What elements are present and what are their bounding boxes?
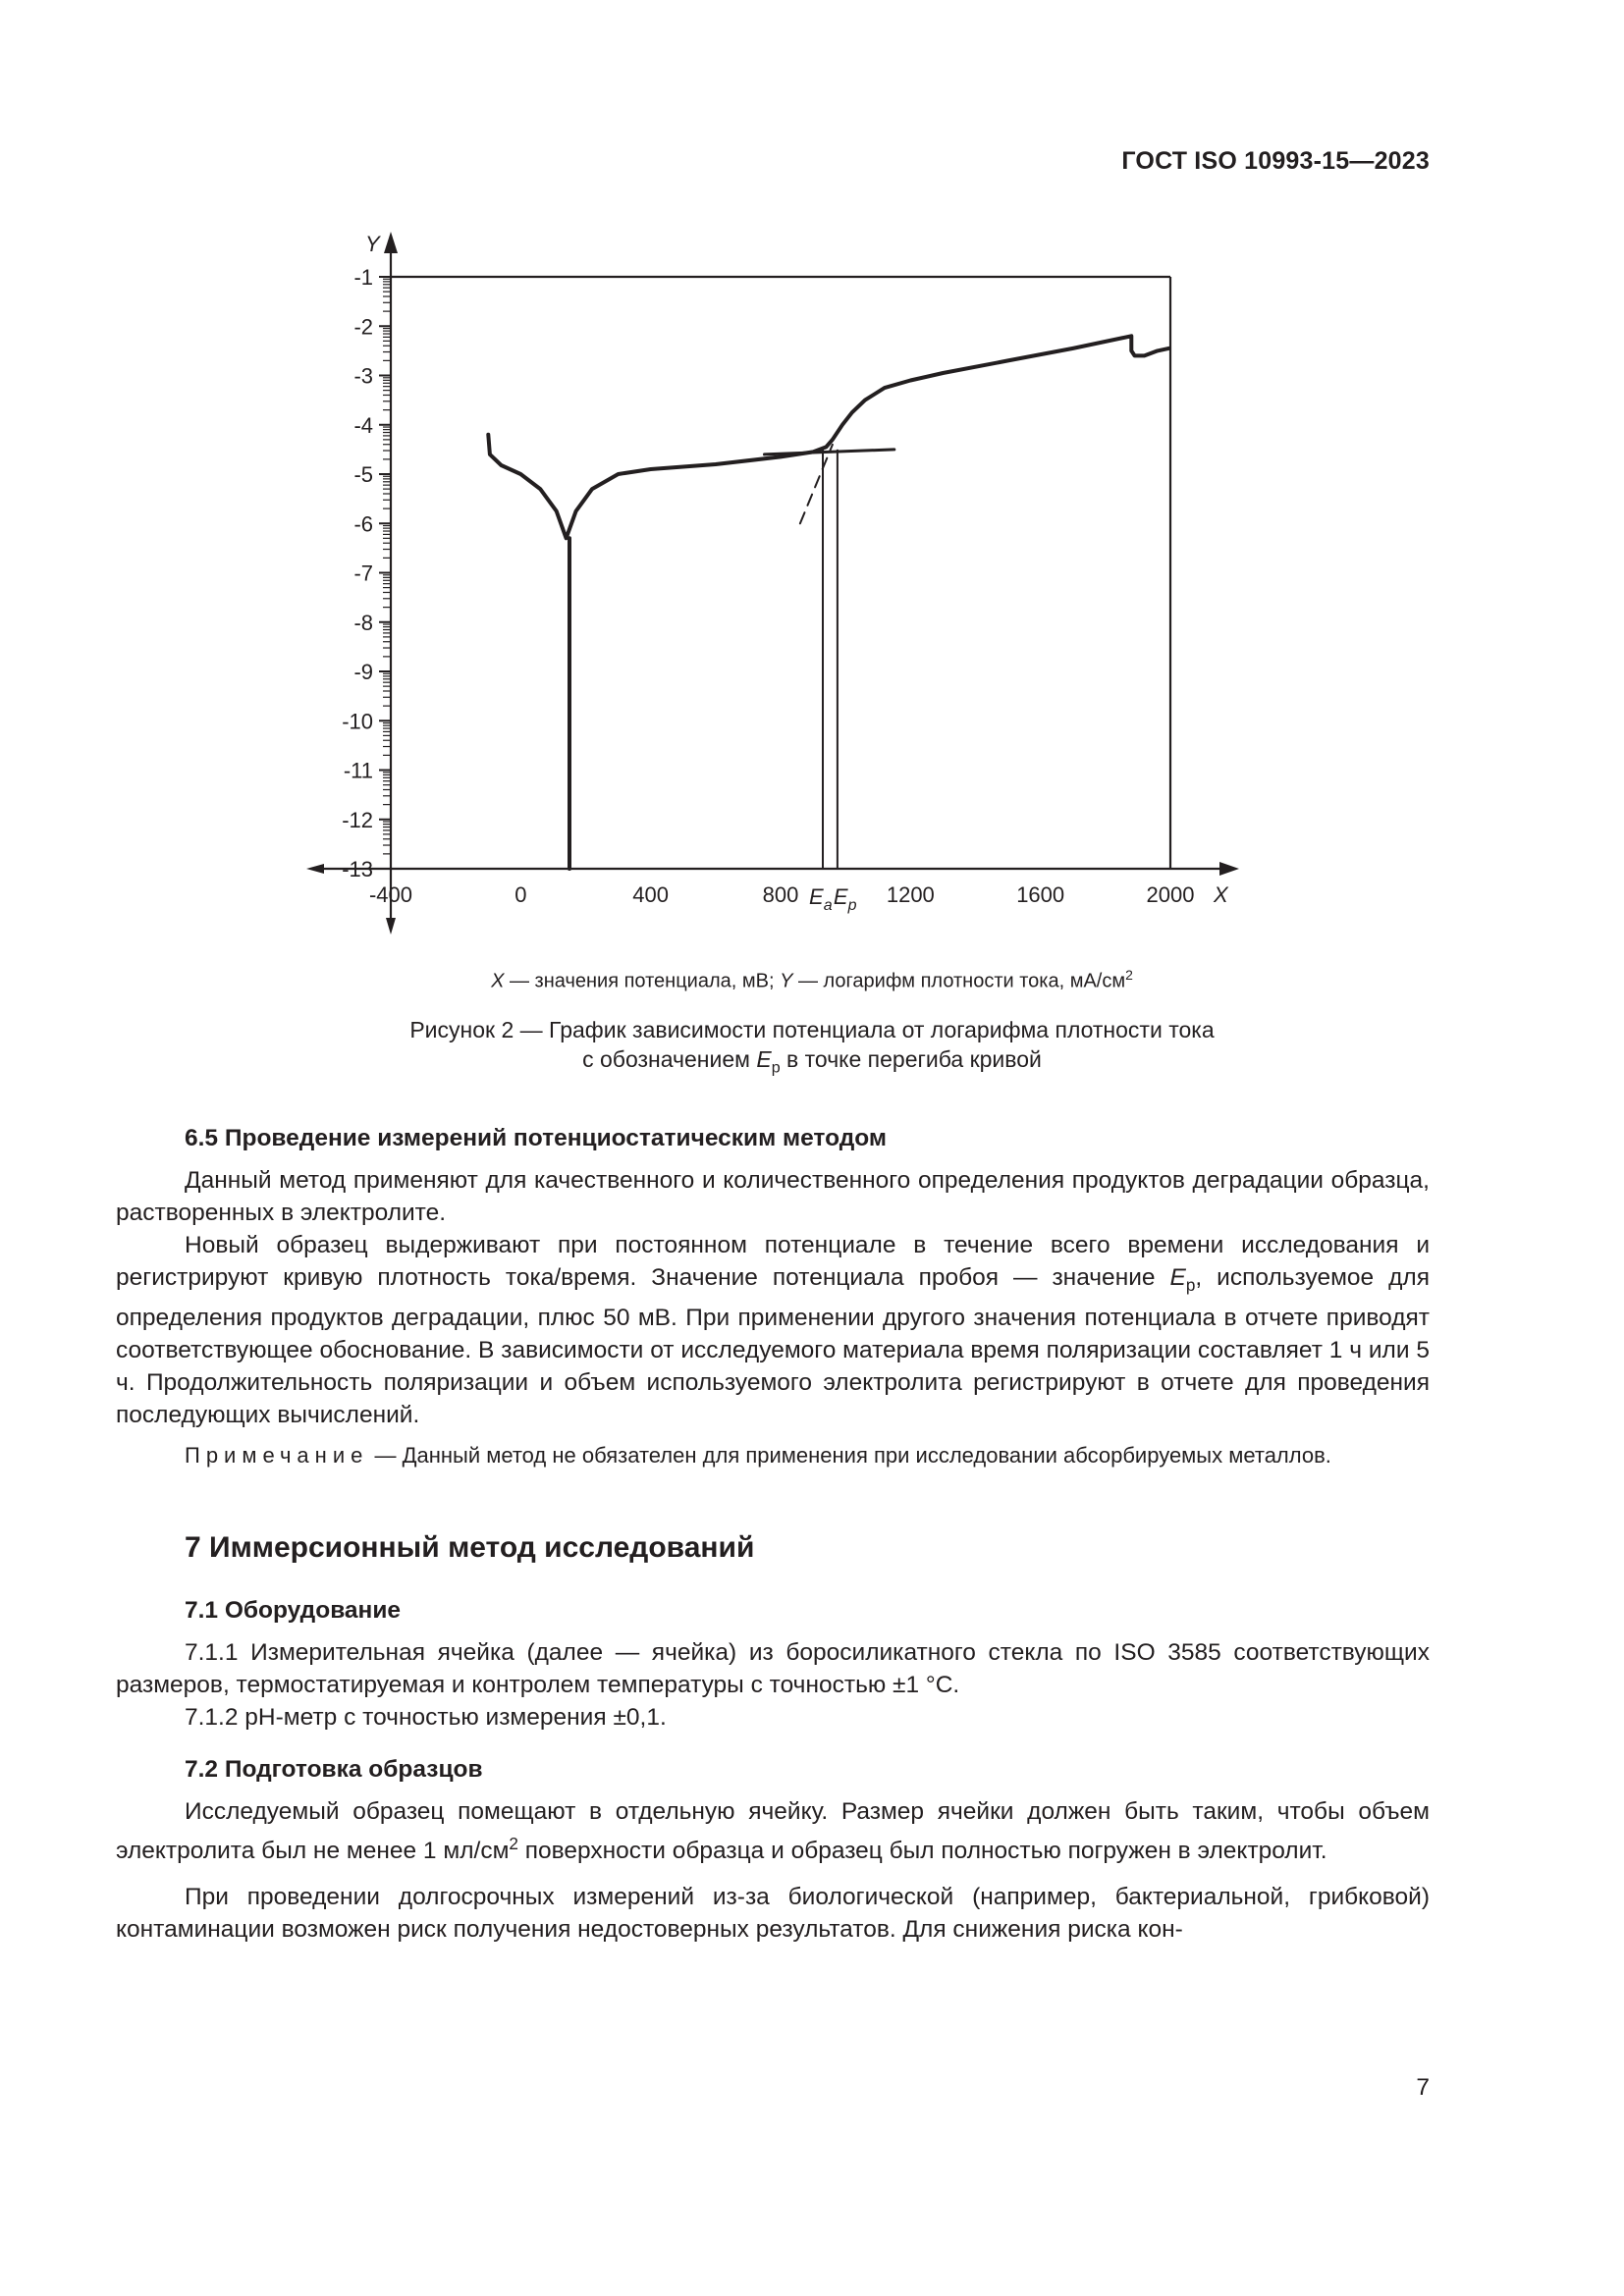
figure-title-line2-pre: с обозначением [582, 1046, 757, 1072]
section-7-heading: 7 Иммерсионный метод исследований [185, 1530, 755, 1564]
legend-y-symbol: Y [780, 970, 793, 992]
marker-sub-ea: a [823, 897, 833, 914]
y-axis-title: Y [365, 232, 380, 256]
x-tick-label: 400 [632, 882, 670, 907]
x-tick-label: 2000 [1146, 882, 1195, 907]
section-7-2-paragraph-2: При проведении долгосрочных измерений из-за биологической (например, бактериальной, грибковой) контаминации возможен риск получения недостоверных результатов. Для снижения риска кон- [116, 1884, 1430, 1944]
y-tick-label: -4 [353, 412, 373, 438]
figure-title-line2 [0, 1044, 1624, 1083]
x-tick-label: -400 [368, 882, 413, 907]
document-body [116, 1122, 1430, 1946]
note-label: Примечание [185, 1442, 369, 1468]
y-tick-label: -5 [353, 462, 373, 487]
section-6-5-paragraph-2-post: , используемое для определения продуктов деградации, плюс 50 мВ. При применении другого значения потенциала в отчете приводят соответствующее обоснование. В зависимости от исследуемого материала время поляризации составляет 1 ч или 5 ч. Продолжительность поляризации и объем используемого электролита регистрируют в отчете для проведения последующих вычислений. [116, 1264, 1430, 1428]
section-7-2-heading: 7.2 Подготовка образцов [185, 1755, 483, 1783]
page-number: 7 [1416, 2074, 1430, 2101]
section-7-1-heading: 7.1 Оборудование [185, 1596, 402, 1624]
section-7-2-paragraph-1 [116, 1795, 1430, 1867]
marker-sub-ep: p [847, 897, 857, 914]
ep-sub: p [1185, 1274, 1196, 1295]
x-tick-label: 1200 [886, 882, 935, 907]
chart-svg [0, 221, 1624, 947]
marker-label-ep: $E_p$ [833, 884, 857, 914]
note-text: — Данный метод не обязателен для применения при исследовании абсорбируемых металлов. [368, 1442, 1331, 1468]
section-7-1-1-paragraph: 7.1.1 Измерительная ячейка (далее — ячейка) из боросиликатного стекла по ISO 3585 соответствующих размеров, термостатируемая и контролем температуры с точностью ±1 °С. [116, 1638, 1430, 1698]
y-tick-label: -13 [342, 857, 373, 881]
y-tick-label: -11 [343, 758, 373, 783]
figure-legend [0, 967, 1624, 993]
marker-label-ea: $E_a$ [809, 884, 833, 914]
figure-title-line2-post: в точке перегиба кривой [780, 1046, 1042, 1072]
section-7-1-2-paragraph: 7.1.2 рН-метр с точностью измерения ±0,1. [185, 1703, 667, 1731]
legend-y-text: — логарифм плотности тока, мА/см [792, 970, 1126, 992]
legend-x-text: — значения потенциала, мВ; [504, 970, 781, 992]
series-tangent-dashed [800, 445, 833, 523]
y-tick-label: -10 [342, 709, 373, 734]
legend-y-sup: 2 [1125, 967, 1133, 983]
section-6-5-paragraph-1: Данный метод применяют для качественного и количественного определения продуктов деградации образца, растворенных в электролите. [116, 1167, 1430, 1226]
section-6-5-paragraph-2 [116, 1229, 1430, 1431]
y-tick-label: -12 [342, 807, 373, 832]
ep-symbol: E [1169, 1264, 1186, 1291]
series-curve [488, 336, 1168, 538]
document-code-header: ГОСТ ISO 10993-15—2023 [1121, 147, 1430, 175]
y-tick-label: -7 [353, 561, 373, 586]
x-axis-arrow-left [306, 864, 324, 874]
y-tick-label: -1 [353, 265, 373, 290]
y-tick-label: -3 [353, 363, 373, 389]
section-7-2-paragraph-1-sup: 2 [509, 1833, 518, 1853]
y-tick-label: -6 [353, 511, 373, 537]
section-6-5-heading: 6.5 Проведение измерений потенциостатическим методом [185, 1125, 888, 1151]
note [116, 1441, 1430, 1470]
x-tick-label: 1600 [1016, 882, 1065, 907]
x-axis-title: X [1214, 882, 1228, 907]
figure-title [0, 1015, 1624, 1083]
x-tick-label: 0 [514, 882, 527, 907]
section-7-2-paragraph-1-pre: Исследуемый образец помещают в отдельную ячейку. Размер ячейки должен быть таким, чтобы объем электролита был не менее 1 мл/см [116, 1797, 1430, 1865]
section-7-2-paragraph-1-post: поверхности образца и образец был полностью погружен в электролит. [517, 1838, 1327, 1865]
y-axis-arrow-down [386, 918, 396, 934]
figure-title-ep-symbol: E [756, 1046, 772, 1072]
section-6-5-paragraph-2-pre: Новый образец выдерживают при постоянном потенциале в течение всего времени исследования и регистрируют кривую плотность тока/время. Значение потенциала пробоя — значение [116, 1232, 1430, 1291]
legend-x-symbol: X [491, 970, 505, 992]
y-tick-label: -2 [353, 314, 373, 340]
x-tick-label: 800 [762, 882, 799, 907]
x-axis-arrow-right [1219, 862, 1239, 876]
y-axis-arrow-up [384, 232, 398, 253]
figure-2-chart [0, 221, 1624, 947]
y-tick-label: -9 [353, 660, 373, 684]
figure-title-line1: Рисунок 2 — График зависимости потенциала от логарифма плотности тока [409, 1017, 1215, 1042]
figure-title-ep-sub: p [771, 1058, 781, 1077]
y-tick-label: -8 [353, 610, 373, 635]
